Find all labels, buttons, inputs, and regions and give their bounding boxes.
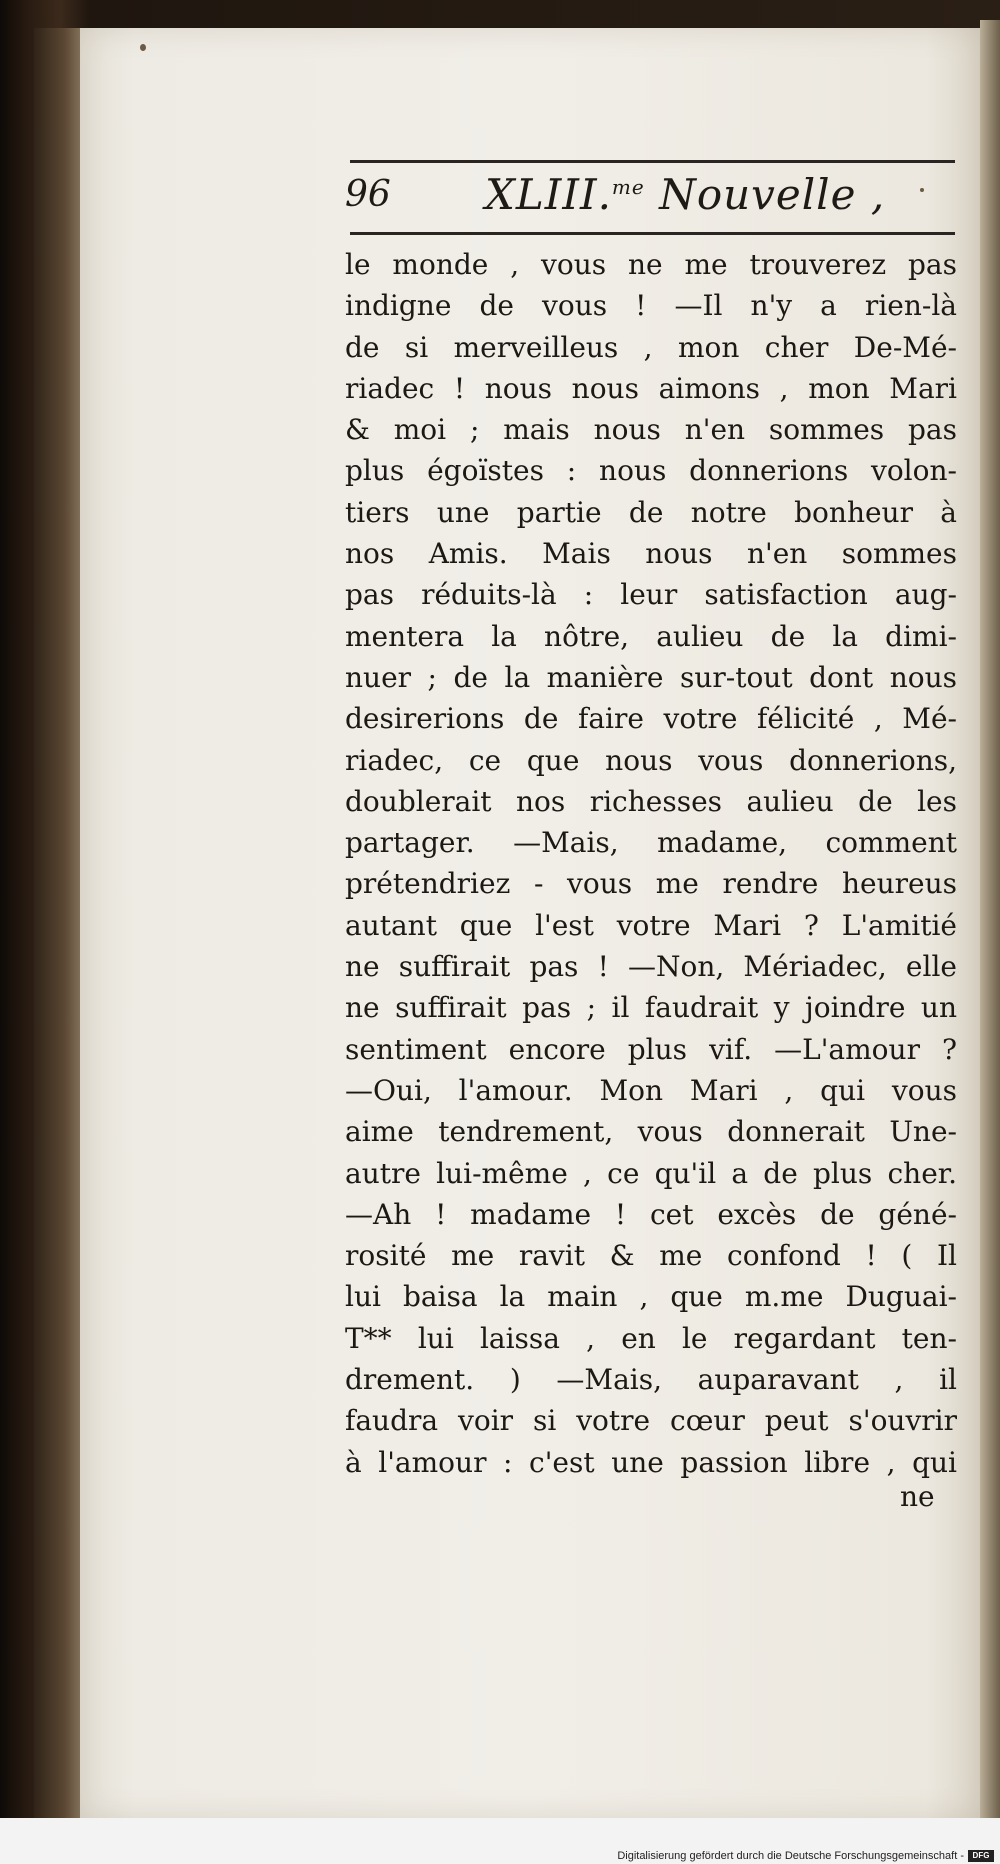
text-line: doublerait nos richesses aulieu de les <box>345 784 957 818</box>
text-line: prétendriez - vous me rendre heureus <box>345 867 957 901</box>
text-line: nos Amis. Mais nous n'en sommes <box>345 537 957 571</box>
text-line: —Ah ! madame ! cet excès de géné- <box>345 1197 957 1231</box>
text-line: aime tendrement, vous donnerait Une- <box>345 1115 957 1149</box>
dfg-logo: DFG <box>968 1850 994 1862</box>
text-line: tiers une partie de notre bonheur à <box>345 495 957 529</box>
text-line: de si merveilleus , mon cher De-Mé- <box>345 330 957 364</box>
text-line: faudra voir si votre cœur peut s'ouvrir <box>345 1404 957 1438</box>
running-head-title: Nouvelle , <box>644 170 886 219</box>
page-number: 96 <box>345 174 391 215</box>
text-line: sentiment encore plus vif. —L'amour ? <box>345 1032 957 1066</box>
header-rule-top <box>350 160 955 163</box>
text-line: plus égoïstes : nous donnerions volon- <box>345 454 957 488</box>
text-line: mentera la nôtre, aulieu de la dimi- <box>345 619 957 653</box>
running-head-superscript: me <box>611 175 645 199</box>
running-head <box>485 170 885 219</box>
text-line: pas réduits-là : leur satisfaction aug- <box>345 578 957 612</box>
header-rule-bottom <box>350 232 955 235</box>
text-line: autant que l'est votre Mari ? L'amitié <box>345 908 957 942</box>
digitization-credit <box>617 1848 994 1864</box>
page-gutter-shadow <box>34 28 84 1818</box>
text-line: rosité me ravit & me confond ! ( Il <box>345 1239 957 1273</box>
text-line: partager. —Mais, madame, comment <box>345 826 957 860</box>
text-line: autre lui-même , ce qu'il a de plus cher. <box>345 1156 957 1190</box>
text-line: T** lui laissa , en le regardant ten- <box>345 1321 957 1355</box>
text-line: lui baisa la main , que m.me Duguai- <box>345 1280 957 1314</box>
body-text <box>345 244 957 1483</box>
page-right-edge <box>980 20 1000 1830</box>
paper-speck <box>140 44 146 51</box>
credit-text: Digitalisierung gefördert durch die Deutsche Forschungsgemeinschaft - <box>617 1850 964 1862</box>
text-line: ne suffirait pas ; il faudrait y joindre un <box>345 991 957 1025</box>
text-line: drement. ) —Mais, auparavant , il <box>345 1363 957 1397</box>
text-line: nuer ; de la manière sur-tout dont nous <box>345 660 957 694</box>
page-header <box>345 170 960 230</box>
text-line: desirerions de faire votre félicité , Mé- <box>345 702 957 736</box>
catchword: ne <box>900 1480 935 1513</box>
text-line: riadec ! nous nous aimons , mon Mari <box>345 371 957 405</box>
text-line: ne suffirait pas ! —Non, Mériadec, elle <box>345 950 957 984</box>
running-head-numeral: XLIII. <box>485 170 612 219</box>
text-line: à l'amour : c'est une passion libre , qui <box>345 1445 957 1479</box>
text-line: indigne de vous ! —Il n'y a rien-là <box>345 289 957 323</box>
text-line: riadec, ce que nous vous donnerions, <box>345 743 957 777</box>
text-line: & moi ; mais nous n'en sommes pas <box>345 413 957 447</box>
text-line: le monde , vous ne me trouverez pas <box>345 248 957 281</box>
text-line: —Oui, l'amour. Mon Mari , qui vous <box>345 1073 957 1107</box>
